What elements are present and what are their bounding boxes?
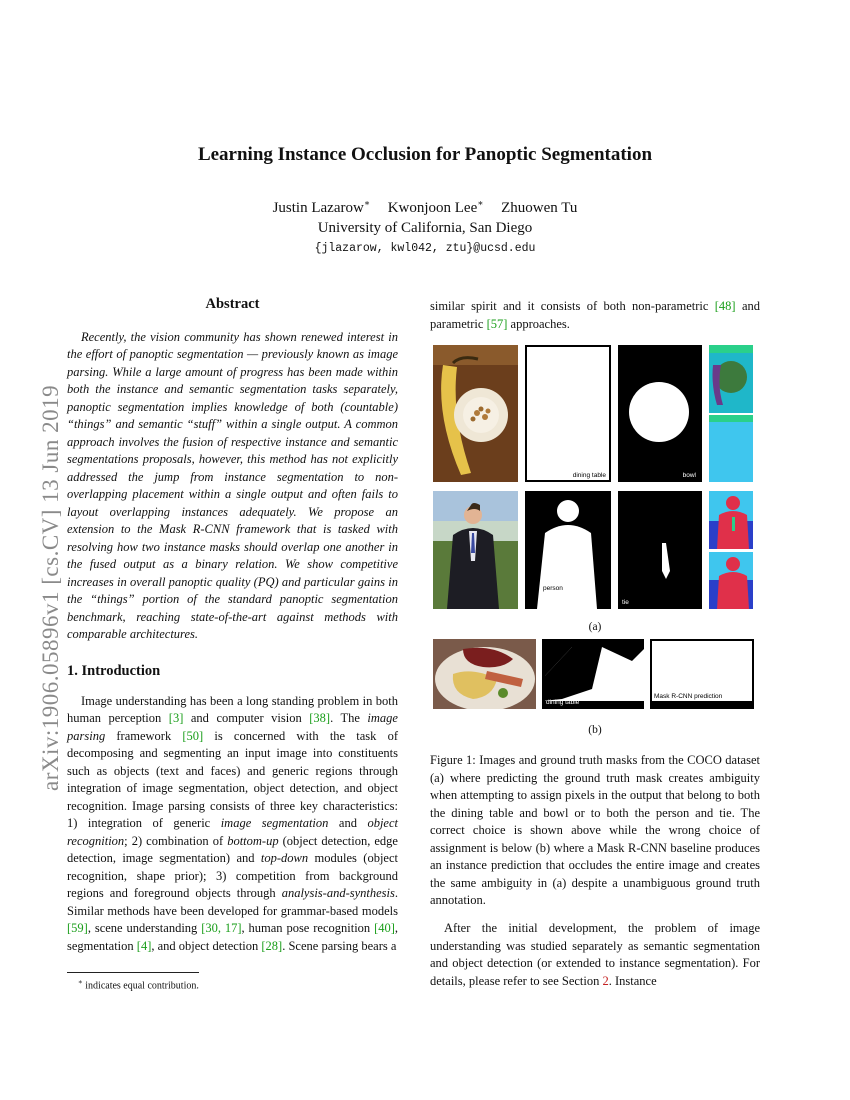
introduction-paragraph: Image understanding has been a long standing problem in both human perception [3] and computer vision [38]. The image parsing framework [50] is concerned with the task of decomposing and segmenting an input image into constituents such as objects (text and faces) and generic regions through integration of image segmentation, object detection, and object recognition. Image parsing consists of three key characteristics: 1) integration of generic image segmentation and object recognition; 2) combination of bottom-up (object detection, edge detection, image segmentation) and top-down modules (object recognition, shape prior); 3) competition from background regions and foreground objects through analysis-and-synthesis. Similar methods have been developed for grammar-based models [59], scene understanding [30, 17], human pose recognition [40], segmentation [4], and object detection [28]. Scene parsing bears a [67,693,399,953]
abstract-section [67,296,398,644]
mask-tie: tie [618,491,702,609]
footnote-divider [67,972,199,973]
mask-bowl: bowl [618,345,702,482]
figure-1 [430,345,760,745]
photo-bowl-banana [433,345,518,482]
citation-link[interactable]: [3] [168,711,184,725]
author: Zhuowen Tu [501,200,578,216]
panoptic-pred-person-wrong [709,552,753,609]
citation-link[interactable]: [40] [374,921,395,935]
mask-dining-table: dining table [525,345,611,482]
footnote: ∗ indicates equal contribution. [78,978,199,992]
abstract-heading: Abstract [205,296,260,312]
mask-dining-table-b: dining table [542,639,644,709]
panoptic-pred-bowl-correct [709,345,753,413]
intro-paragraph-2 [430,920,760,990]
citation-link[interactable]: [57] [486,316,508,331]
introduction-section [67,663,398,955]
section-link[interactable]: 2 [602,973,609,988]
author: Justin Lazarow∗ [272,198,370,216]
paper-title: Learning Instance Occlusion for Panoptic Segmentation [197,144,653,165]
photo-person-tie [433,491,518,609]
citation-link[interactable]: [50] [182,728,204,743]
introduction-heading: 1. Introduction [67,663,161,679]
mask-rcnn-prediction: Mask R-CNN prediction [650,639,754,709]
arxiv-identifier: arXiv:1906.05896v1 [cs.CV] 13 Jun 2019 [38,384,63,791]
intro-paragraph-2-text: After the initial development, the problem of image understanding was studied separately as semantic segmentation and object detection (or extended to instance segmentation). For details, please refer to see Section 2. Instance [430,921,760,988]
mask-person: person [525,491,611,609]
affiliation: University of California, San Diego [317,220,533,236]
abstract-body: Recently, the vision community has shown renewed interest in the effort of panoptic segmentation — previously known as image parsing. While a large amount of progress has been made within both the instance and semantic segmentation tasks separately, panoptic segmentation implies knowledge of both (countable) “things” and semantic “stuff” within a single output. A common approach involves the fusion of respective instance and semantic segmentations proposals, however, this method has not explicitly addressed the jump from instance segmentation to non-overlapping placement within a single output and often fails to layout overlapping instances adequately. We propose an extension to the Mask R-CNN framework that is tasked with resolving how two instance masks should overlap one another in the fused output as a binary relation. We show competitive increases in overall panoptic quality (PQ) and particular gains in the “things” portion of the standard panoptic segmentation benchmark, reaching state-of-the-art against methods with comparable architectures. [67,329,398,641]
citation-link[interactable]: [4] [136,938,152,953]
citation-link[interactable]: [28] [261,938,283,953]
photo-hotdog-plate [433,639,536,709]
citation-link[interactable]: [59] [67,921,88,935]
panoptic-pred-person-correct [709,491,753,549]
citation-link[interactable]: [48] [714,299,736,313]
author-email: {jlazarow, kwl042, ztu}@ucsd.edu [314,242,536,255]
panoptic-pred-bowl-wrong [709,415,753,482]
citation-link[interactable]: [38] [309,711,331,725]
intro-continuation-paragraph: similar spirit and it consists of both non-parametric [48] and parametric [57] approaches. [430,299,760,331]
subfigure-label-a: (a) [588,621,602,633]
author: Kwonjoon Lee∗ [387,198,484,216]
author-list [0,200,850,217]
figure-caption: Figure 1: Images and ground truth masks from the COCO dataset (a) where predicting the ground truth mask creates ambiguity when attempting to assign pixels in the output that belong to both the dining table and bowl or to both the person and tie. The correct choice is shown above while the wrong choice of assignment is below (b) where a Mask R-CNN baseline produces an instance prediction that occludes the entire image and creates the same ambiguity in (a) despite a unambiguous ground truth annotation. [430,753,760,907]
intro-continuation [430,298,760,333]
citation-link[interactable]: [30, 17] [201,921,242,935]
subfigure-label-b: (b) [588,724,602,736]
